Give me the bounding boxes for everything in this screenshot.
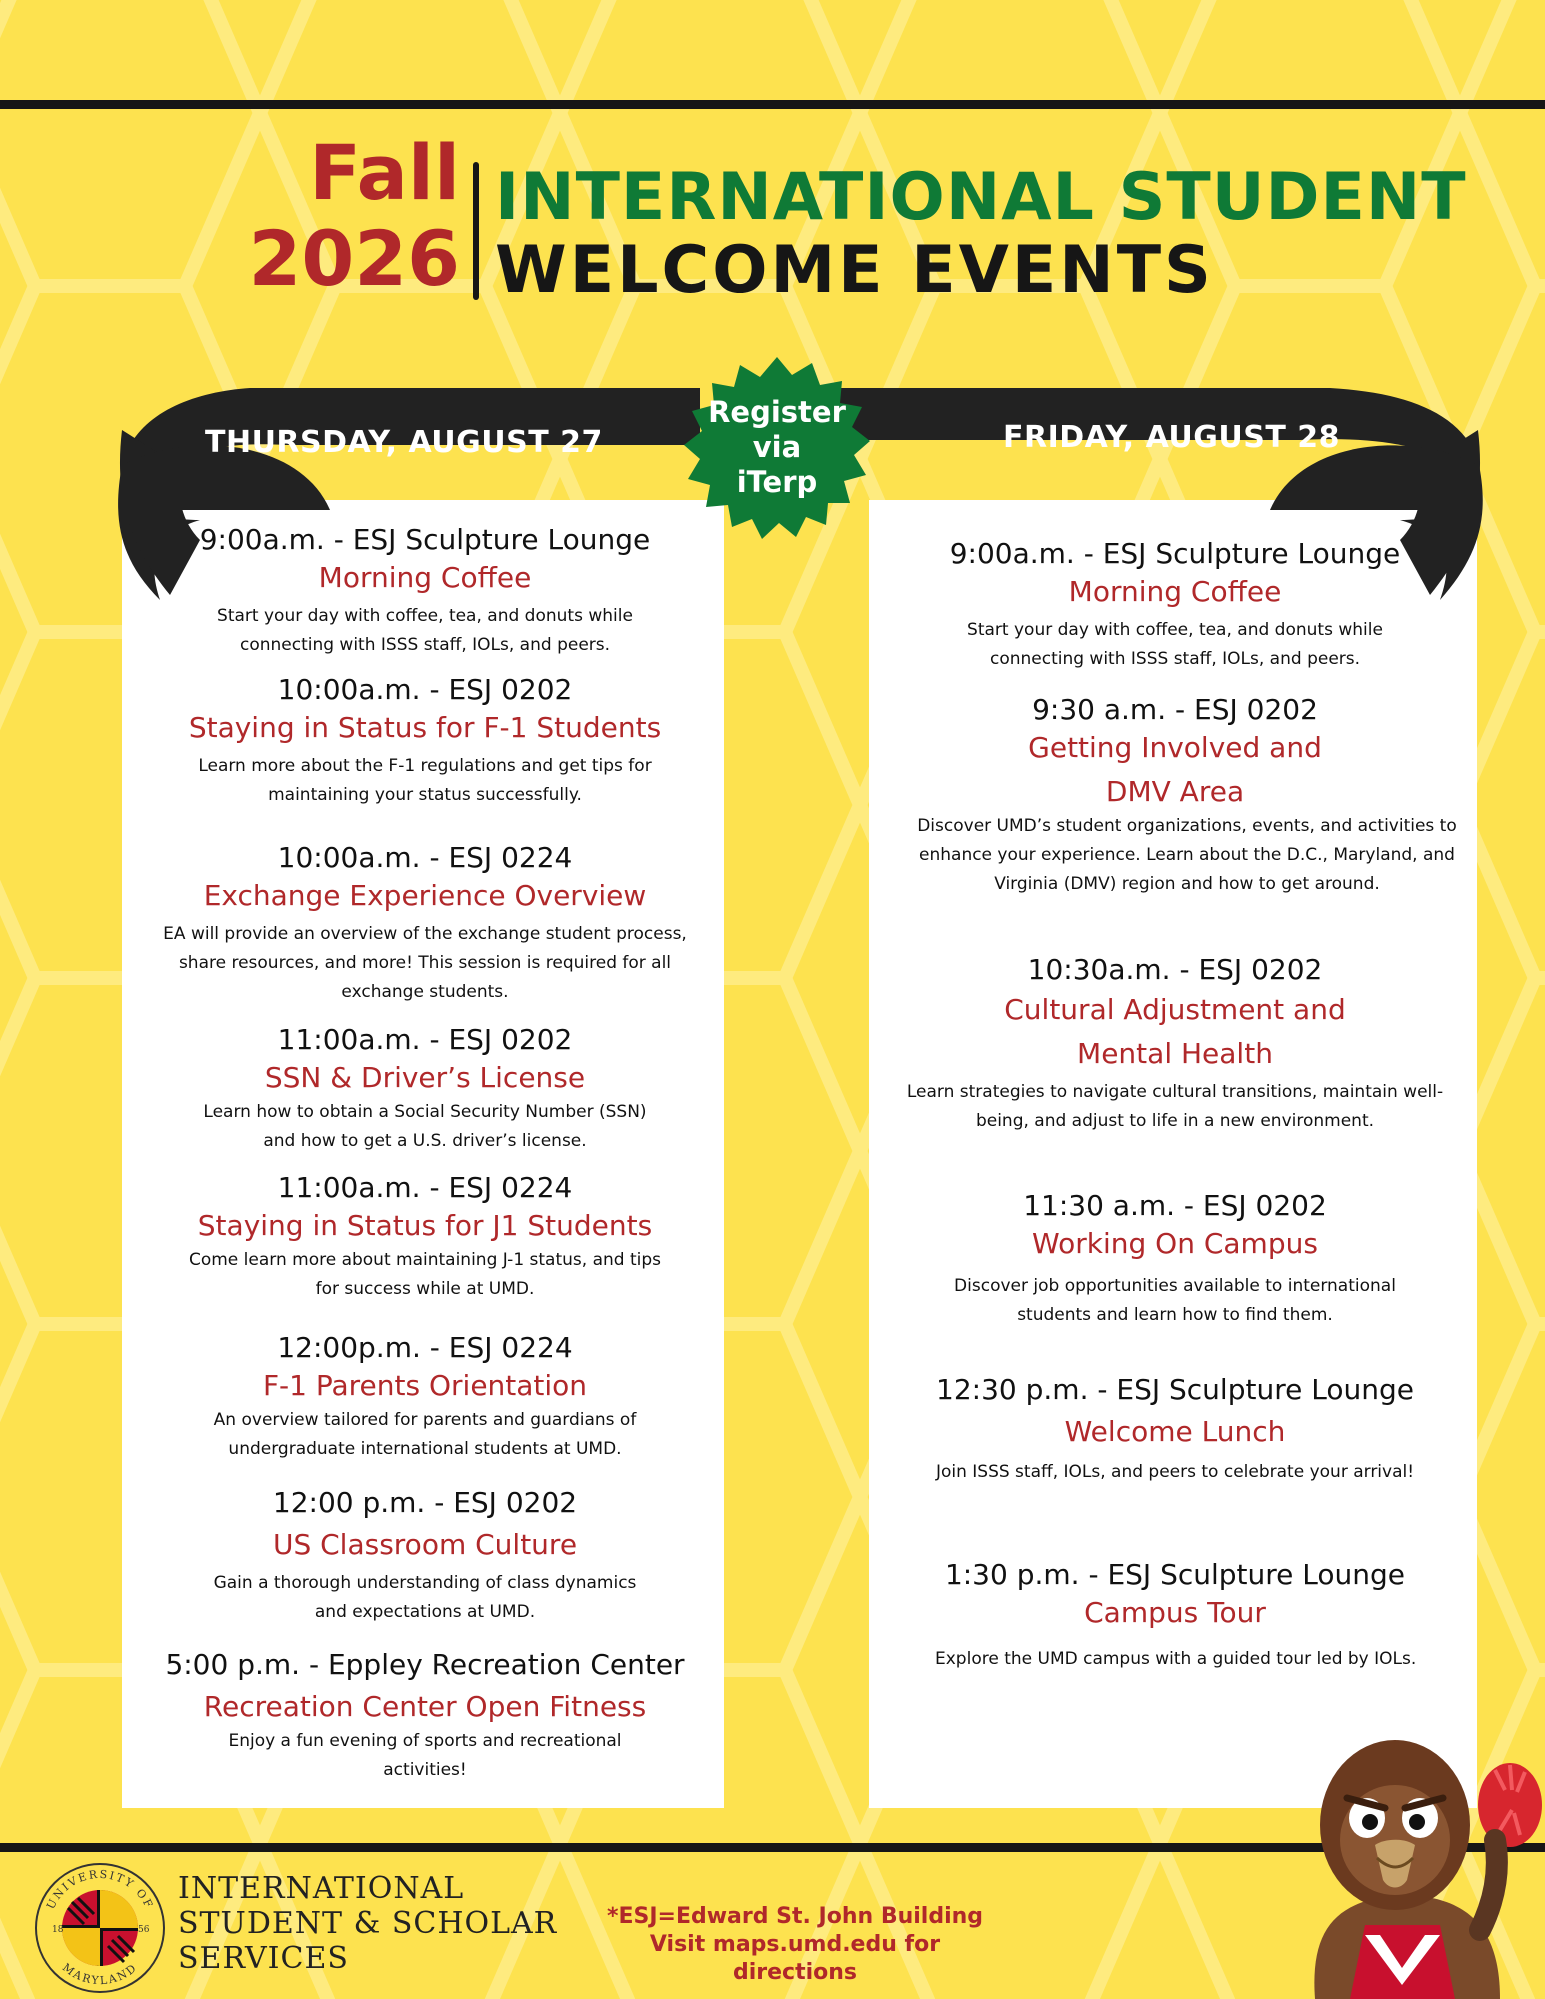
event-description: Enjoy a fun evening of sports and recreational activities! <box>228 1731 622 1780</box>
event-description: Learn how to obtain a Social Security Number (SSN) and how to get a U.S. driver’s license. <box>203 1102 647 1151</box>
event-time: 10:00a.m. - ESJ 0202 <box>277 673 573 706</box>
event-title: Staying in Status for J1 Students <box>197 1209 653 1242</box>
event-description: Discover job opportunities available to international students and learn how to find them. <box>954 1276 1396 1325</box>
event-title: Getting Involved and <box>1028 731 1322 764</box>
event-description: EA will provide an overview of the exchange student process, share resources, and more! This session is required for all exchange students. <box>163 924 687 1002</box>
maps-link[interactable]: Visit maps.umd.edu for directions <box>649 1932 941 1985</box>
title-line-1: INTERNATIONAL STUDENT <box>495 160 1467 235</box>
event-time: 12:00 p.m. - ESJ 0202 <box>272 1486 578 1519</box>
event-time: 9:30 a.m. - ESJ 0202 <box>1032 693 1318 726</box>
iterp-text: iTerp <box>736 465 818 499</box>
event-description: Discover UMD’s student organizations, events, and activities to enhance your experience. Learn about the D.C., Maryland, and Virginia (DMV) region and how to get around. <box>917 816 1457 894</box>
event-title: Exchange Experience Overview <box>203 879 647 912</box>
event-time: 9:00a.m. - ESJ Sculpture Lounge <box>949 537 1401 570</box>
event-time: 5:00 p.m. - Eppley Recreation Center <box>165 1648 685 1681</box>
friday-event-1 <box>885 536 1465 674</box>
register-text: Register <box>708 395 846 429</box>
event-time: 9:00a.m. - ESJ Sculpture Lounge <box>199 523 651 556</box>
event-title-line-2: Mental Health <box>1077 1037 1273 1070</box>
top-rule <box>0 100 1545 109</box>
event-description: Start your day with coffee, tea, and donuts while connecting with ISSS staff, IOLs, and peers. <box>217 606 633 655</box>
event-description: Explore the UMD campus with a guided tour led by IOLs. <box>935 1649 1417 1669</box>
friday-label: FRIDAY, AUGUST 28 <box>1003 420 1341 455</box>
event-time: 10:00a.m. - ESJ 0224 <box>277 841 573 874</box>
thursday-event-8 <box>130 1647 720 1785</box>
event-title: Cultural Adjustment and <box>1004 993 1346 1026</box>
thursday-label: THURSDAY, AUGUST 27 <box>205 425 603 460</box>
thursday-event-3 <box>140 840 710 1007</box>
event-description: An overview tailored for parents and guardians of undergraduate international students at UMD. <box>213 1410 637 1459</box>
event-description: Learn more about the F-1 regulations and get tips for maintaining your status successfully. <box>198 756 652 805</box>
event-time: 12:00p.m. - ESJ 0224 <box>277 1331 573 1364</box>
office-name-line-1: INTERNATIONAL <box>178 1871 465 1906</box>
event-title: Campus Tour <box>1084 1596 1266 1629</box>
event-title: Working On Campus <box>1032 1227 1318 1260</box>
title-line-2: WELCOME EVENTS <box>495 233 1214 308</box>
header-divider <box>473 162 479 300</box>
friday-event-2 <box>885 692 1465 899</box>
logo-ring-top-text: UNIVERSITY OF <box>44 1867 156 1912</box>
event-description: Learn strategies to navigate cultural transitions, maintain well-being, and adjust to life in a new environment. <box>906 1082 1444 1131</box>
umd-seal-logo <box>32 1860 167 1995</box>
office-name <box>178 1871 557 1976</box>
thursday-event-1 <box>140 522 710 660</box>
event-description: Come learn more about maintaining J-1 status, and tips for success while at UMD. <box>188 1250 662 1299</box>
event-title-line-2: DMV Area <box>1105 775 1245 808</box>
friday-event-6 <box>885 1557 1465 1674</box>
event-title: Recreation Center Open Fitness <box>203 1690 647 1723</box>
event-title: F-1 Parents Orientation <box>262 1369 588 1402</box>
season-label: Fall <box>309 128 460 217</box>
event-title: Staying in Status for F-1 Students <box>188 711 662 744</box>
event-description: Join ISSS staff, IOLs, and peers to celebrate your arrival! <box>935 1462 1415 1482</box>
footnote <box>600 1903 990 1987</box>
logo-year-right: 56 <box>138 1925 150 1935</box>
event-time: 11:00a.m. - ESJ 0202 <box>277 1023 573 1056</box>
logo-ring-bottom-text: MARYLAND <box>59 1960 141 1988</box>
via-text: via <box>752 430 802 464</box>
esj-note: *ESJ=Edward St. John Building <box>606 1904 984 1929</box>
office-name-line-3: SERVICES <box>178 1941 349 1976</box>
logo-year-left: 18 <box>52 1925 64 1935</box>
event-description: Gain a thorough understanding of class dynamics and expectations at UMD. <box>213 1573 637 1622</box>
year-label: 2026 <box>248 214 460 303</box>
page-header <box>0 130 1545 310</box>
event-time: 1:30 p.m. - ESJ Sculpture Lounge <box>944 1558 1406 1591</box>
event-title: Welcome Lunch <box>1064 1415 1286 1448</box>
friday-event-3 <box>885 952 1465 1136</box>
thursday-event-2 <box>140 672 710 810</box>
friday-event-5 <box>885 1372 1465 1487</box>
event-description: Start your day with coffee, tea, and donuts while connecting with ISSS staff, IOLs, and peers. <box>967 620 1383 669</box>
event-time: 11:00a.m. - ESJ 0224 <box>277 1171 573 1204</box>
event-time: 10:30a.m. - ESJ 0202 <box>1027 953 1323 986</box>
friday-event-4 <box>885 1188 1465 1330</box>
thursday-event-5 <box>140 1170 710 1304</box>
season-year <box>230 130 460 302</box>
thursday-event-6 <box>140 1330 710 1464</box>
event-time: 11:30 a.m. - ESJ 0202 <box>1023 1189 1327 1222</box>
thursday-event-7 <box>140 1485 710 1627</box>
register-via-iterp-link[interactable] <box>682 395 872 500</box>
event-title: Morning Coffee <box>318 561 532 594</box>
thursday-event-4 <box>140 1022 710 1156</box>
office-name-line-2: STUDENT & SCHOLAR <box>178 1906 558 1941</box>
event-title: US Classroom Culture <box>272 1528 578 1561</box>
event-title: SSN & Driver’s License <box>264 1061 586 1094</box>
event-title: Morning Coffee <box>1068 575 1282 608</box>
event-time: 12:30 p.m. - ESJ Sculpture Lounge <box>936 1373 1414 1406</box>
testudo-mascot-image <box>1255 1730 1545 1999</box>
